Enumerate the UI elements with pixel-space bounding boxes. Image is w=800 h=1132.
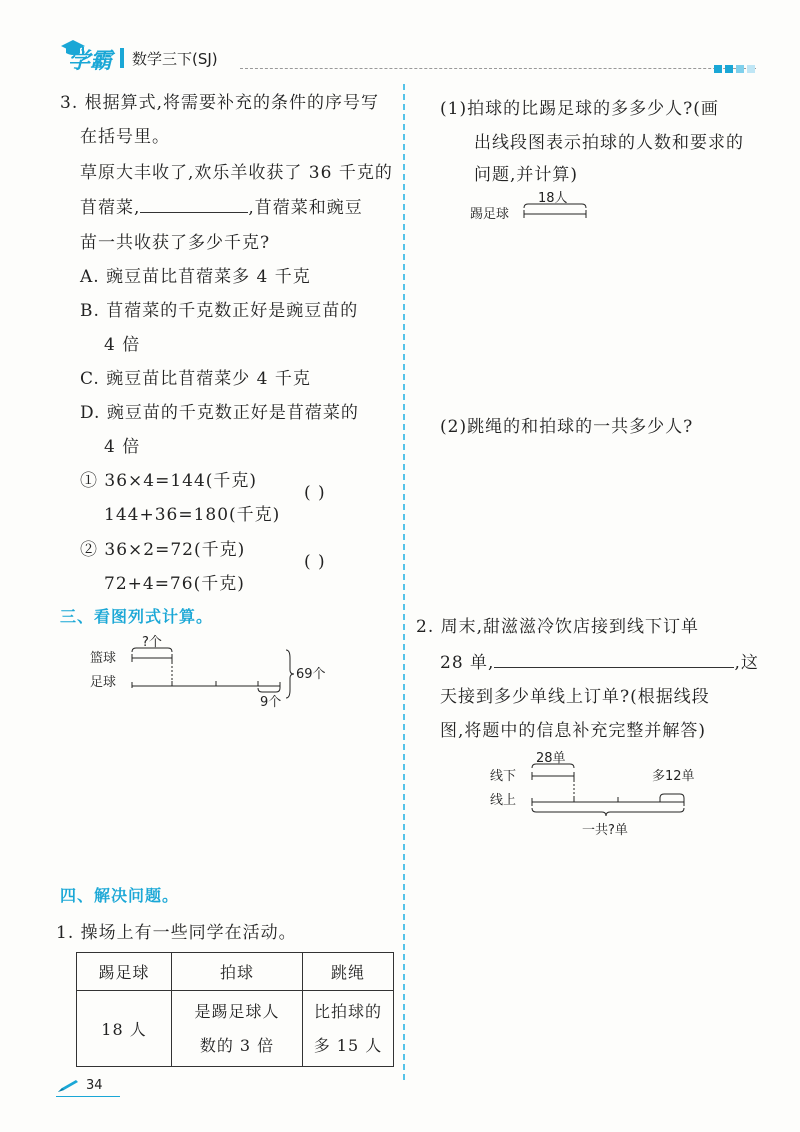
q2-line4: 图,将题中的信息补充完整并解答) (440, 721, 707, 741)
table-header: 跳绳 (303, 953, 394, 991)
answer-blank[interactable] (494, 653, 734, 668)
q3-option-c: C. 豌豆苗比苜蓿菜少 4 千克 (80, 369, 311, 389)
table-header: 拍球 (172, 953, 303, 991)
answer-paren-1[interactable]: ( ) (304, 483, 326, 503)
q2-diagram (490, 748, 710, 843)
diagram-top-label: 18人 (538, 191, 568, 206)
q3-option-d: D. 豌豆苗的千克数正好是苜蓿菜的 (80, 403, 359, 423)
q3-option-d-cont: 4 倍 (104, 437, 141, 457)
table-cell-line: 比拍球的 (313, 1001, 382, 1021)
p1-line3: 问题,并计算) (474, 165, 579, 185)
logo: 学霸 (68, 49, 113, 74)
logo-divider (120, 48, 124, 68)
table-cell-line: 数的 3 倍 (199, 1035, 275, 1055)
p1-diagram (470, 188, 610, 228)
diagram-right-label: 69个 (296, 667, 326, 682)
q2-line2a: 28 单, (440, 653, 495, 673)
section4-title: 四、解决问题。 (60, 886, 180, 905)
q3-option-a: A. 豌豆苗比苜蓿菜多 4 千克 (80, 267, 311, 287)
p1-line2: 出线段图表示拍球的人数和要求的 (474, 133, 744, 153)
diagram-bottom-label: 一共?单 (582, 823, 628, 838)
table-cell-line: 是踢足球人 (194, 1001, 280, 1021)
table-cell-line: 多 15 人 (313, 1035, 383, 1055)
diagram-label-basketball: 篮球 (90, 651, 117, 666)
answer-blank[interactable] (140, 198, 248, 213)
q2-line2 (440, 648, 759, 673)
p2-line1: (2)跳绳的和拍球的一共多少人? (440, 417, 694, 437)
answer-paren-2[interactable]: ( ) (304, 552, 326, 572)
calc-2a: ② 36×2=72(千克) (80, 540, 246, 560)
footer (56, 1076, 126, 1098)
pencil-icon (56, 1078, 80, 1098)
table-header: 踢足球 (77, 953, 172, 991)
footer-rule (56, 1096, 120, 1097)
diagram-label: 踢足球 (470, 207, 510, 222)
q3-option-b-cont: 4 倍 (104, 335, 141, 355)
calc-2b: 72+4=76(千克) (104, 574, 245, 594)
q2-line2b: ,这 (734, 653, 759, 673)
header (56, 38, 756, 74)
table-cell (303, 991, 394, 1067)
q3-story2b: ,苜蓿菜和豌豆 (248, 198, 363, 218)
page-number: 34 (86, 1078, 103, 1093)
q3-line1: 3. 根据算式,将需要补充的条件的序号写 (60, 93, 380, 113)
column-divider (403, 84, 405, 1080)
p1-line1: (1)拍球的比踢足球的多多少人?(画 (440, 99, 719, 119)
q3-option-b: B. 苜蓿菜的千克数正好是豌豆苗的 (80, 301, 359, 321)
diagram-label-offline: 线下 (490, 769, 517, 784)
diagram-more-label: 多12单 (652, 769, 695, 784)
q3-story2 (80, 193, 363, 218)
header-rule (240, 68, 756, 69)
calc-1a: ① 36×4=144(千克) (80, 471, 258, 491)
diagram-label-online: 线上 (490, 793, 517, 808)
calc-1b: 144+36=180(千克) (104, 505, 281, 525)
q2-line1: 2. 周末,甜滋滋冷饮店接到线下订单 (416, 617, 700, 637)
table-cell (172, 991, 303, 1067)
activity-table (76, 952, 394, 1067)
diagram-label-football: 足球 (90, 675, 117, 690)
table-cell: 18 人 (77, 991, 172, 1067)
diagram-top-label: ?个 (142, 635, 162, 650)
s4-q1: 1. 操场上有一些同学在活动。 (56, 923, 297, 943)
q3-story1: 草原大丰收了,欢乐羊收获了 36 千克的 (80, 163, 393, 183)
q3-line2: 在括号里。 (80, 127, 170, 147)
section3-diagram (90, 630, 340, 715)
header-dots (714, 58, 755, 77)
header-title: 数学三下(SJ) (132, 50, 218, 68)
diagram-top-label: 28单 (536, 751, 566, 766)
q3-story2a: 苜蓿菜, (80, 198, 141, 218)
diagram-bottom-label: 9个 (260, 695, 282, 710)
section3-title: 三、看图列式计算。 (60, 607, 214, 626)
q3-story3: 苗一共收获了多少千克? (80, 233, 271, 253)
q2-line3: 天接到多少单线上订单?(根据线段 (440, 687, 710, 707)
